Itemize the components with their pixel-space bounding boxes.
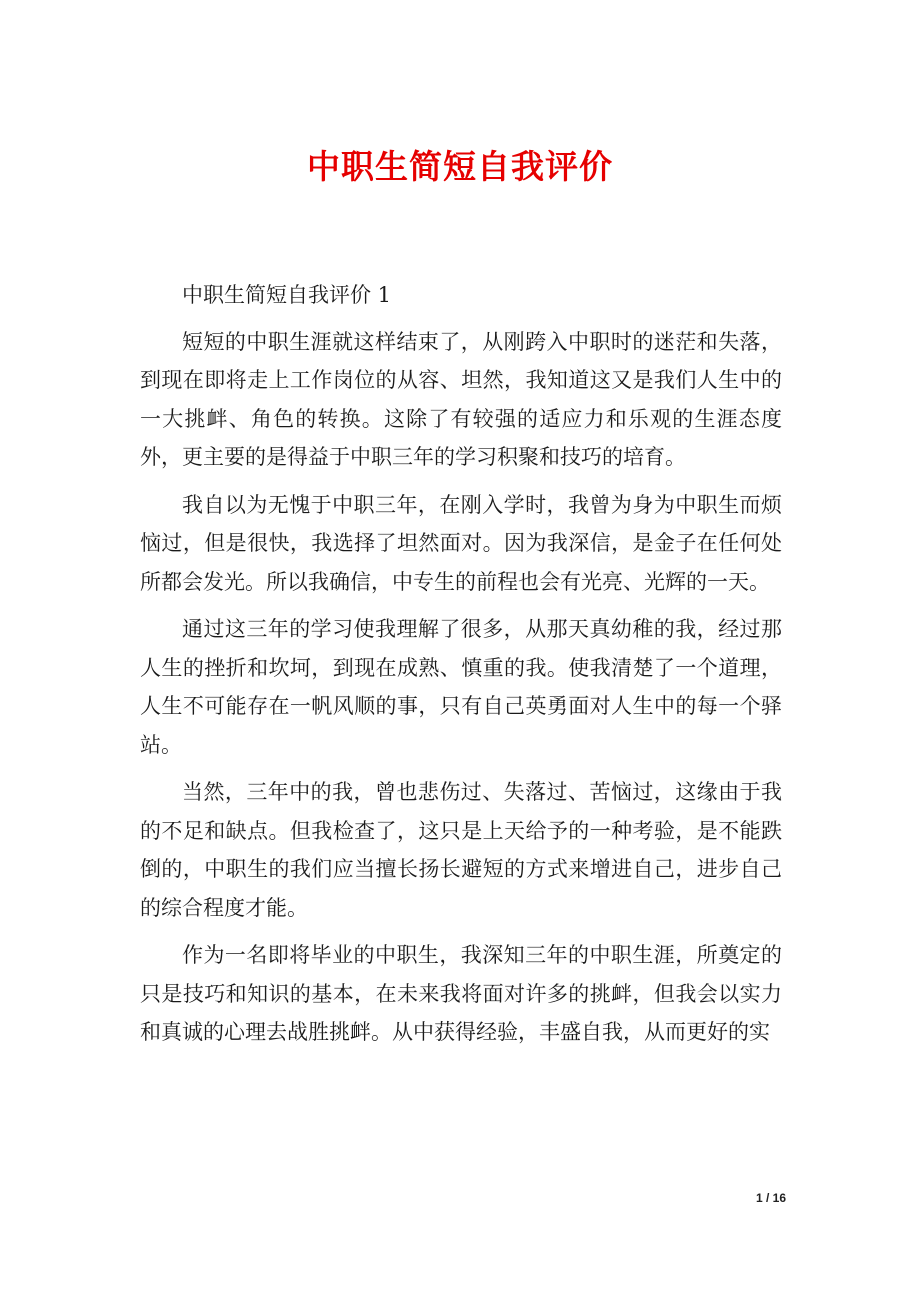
paragraph-3: 通过这三年的学习使我理解了很多，从那天真幼稚的我，经过那人生的挫折和坎坷，到现在成熟、慎重的我。使我清楚了一个道理，人生不可能存在一帆风顺的事，只有自己英勇面对人生中的每一个驿站。 — [140, 617, 782, 757]
paragraph-4: 当然，三年中的我，曾也悲伤过、失落过、苦恼过，这缘由于我的不足和缺点。但我检查了，这只是上天给予的一种考验，是不能跌倒的，中职生的我们应当擅长扬长避短的方式来增进自己，进步自己的综合程度才能。 — [140, 780, 782, 920]
paragraph-5: 作为一名即将毕业的中职生，我深知三年的中职生涯，所奠定的只是技巧和知识的基本，在未来我将面对许多的挑衅，但我会以实力和真诚的心理去战胜挑衅。从中获得经验，丰盛自我，从而更好的实 — [140, 943, 782, 1044]
document-title: 中职生简短自我评价 — [307, 147, 613, 186]
page-number: 1 / 16 — [755, 1191, 786, 1205]
document-body — [140, 276, 782, 1061]
paragraph-2: 我自以为无愧于中职三年，在刚入学时，我曾为身为中职生而烦恼过，但是很快，我选择了坦然面对。因为我深信，是金子在任何处所都会发光。所以我确信，中专生的前程也会有光亮、光辉的一天。 — [140, 492, 782, 594]
section-heading: 中职生简短自我评价 1 — [182, 283, 392, 307]
paragraph-1: 短短的中职生涯就这样结束了，从刚跨入中职时的迷茫和失落，到现在即将走上工作岗位的从容、坦然，我知道这又是我们人生中的一大挑衅、角色的转换。这除了有较强的适应力和乐观的生涯态度外，更主要的是得益于中职三年的学习积聚和技巧的培育。 — [140, 329, 782, 469]
